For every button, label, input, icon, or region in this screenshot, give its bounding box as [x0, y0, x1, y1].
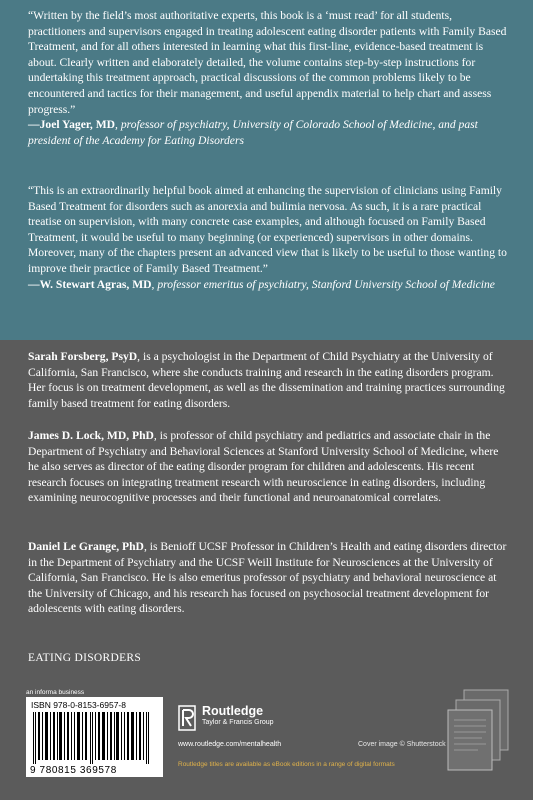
endorsements-panel — [0, 0, 533, 340]
endorsement-attribution — [28, 117, 508, 148]
author-name: Sarah Forsberg, PsyD — [28, 350, 138, 363]
endorsement-attribution — [28, 277, 508, 293]
author-bio-text: , is professor of child psychiatry and pediatrics and associate chair in the Department of Psychiatry and Behavioral Sciences at Stanford University School of Medicine, where he also serves as director of the eating disorder program for children and adolescents. His recent research focuses on integrating treatment research with neuroscience in eating disorders, including examining neurocognitive processes and their functional and neuroanatomical correlates. — [28, 429, 499, 505]
author-bio-text: , is a psychologist in the Department of Child Psychiatry at the University of California, San Francisco, where she conducts training and research in the eating disorders program. Her focus is on treatment development, as well as the dissemination and training practices surrounding family based treatment for eating disorders. — [28, 350, 505, 410]
endorsement-author-title: , professor of psychiatry, University of Colorado School of Medicine, and past president of the Academy for Eating Disorders — [28, 118, 478, 147]
product-packaging-icon — [442, 686, 522, 798]
author-bio — [28, 349, 508, 411]
endorsement-quote: “Written by the field’s most authoritative experts, this book is a ‘must read’ for all students, practitioners and supervisors engaged in treating adolescent eating disorder patients with Family Based Treatment, and for all others interested in learning what this first-line, evidence-based treatment is about. Clearly written and elaborately detailed, the volume contains step-by-step instructions for undertaking this treatment approach, practical discussions of the common problems likely to be encountered and tactics for their management, and useful appendix material to help chart and assess progress.” — [28, 9, 507, 116]
cover-credit: Cover image © Shutterstock — [358, 741, 446, 748]
author-name: Daniel Le Grange, PhD — [28, 540, 144, 553]
informa-tagline: an informa business — [26, 689, 85, 696]
isbn-label: ISBN 978-0-8153-6957-8 — [31, 700, 126, 710]
endorsement-author: —Joel Yager, MD — [28, 118, 116, 132]
author-name: James D. Lock, MD, PhD — [28, 429, 154, 442]
ebook-note: Routledge titles are available as eBook editions in a range of digital formats — [178, 761, 395, 768]
barcode-bars — [31, 712, 158, 764]
barcode-digits: 9 780815 369578 — [30, 765, 117, 776]
routledge-logo-icon — [178, 704, 198, 734]
author-bio-text: , is Benioff UCSF Professor in Children’s Health and eating disorders director in the Department of Psychiatry and the UCSF Weill Institute for Neurosciences at the University of California, San Francisco. He is also emeritus professor of psychiatry and behavioral neuroscience at the University of Chicago, and his research has focused on psychosocial treatment development for adolescents with eating disorders. — [28, 540, 507, 616]
author-bio — [28, 428, 508, 506]
endorsement-author-title: , professor emeritus of psychiatry, Stanford University School of Medicine — [151, 277, 495, 291]
publisher-subtitle: Taylor & Francis Group — [202, 719, 274, 726]
endorsement-quote: “This is an extraordinarily helpful book aimed at enhancing the supervision of clinicians using Family Based Treatment for disorders such as anorexia and bulimia nervosa. As such, it is a rare practical treatise on supervision, with many concrete case examples, and although focused on Family Based Treatment, it would be useful to many beginning (or experienced) supervisors in other domains. Moreover, many of the chapters present an advanced view that is likely to be useful to those wanting to improve their practice of Family Based Treatment.” — [28, 184, 507, 275]
endorsement-1 — [28, 8, 508, 148]
author-bio — [28, 539, 508, 617]
endorsement-author: —W. Stewart Agras, MD — [28, 277, 152, 291]
subject-category: EATING DISORDERS — [28, 652, 142, 664]
publisher-name: Routledge — [202, 704, 264, 718]
isbn-barcode — [26, 697, 163, 777]
endorsement-2 — [28, 183, 508, 292]
publisher-url: www.routledge.com/mentalhealth — [178, 741, 282, 748]
